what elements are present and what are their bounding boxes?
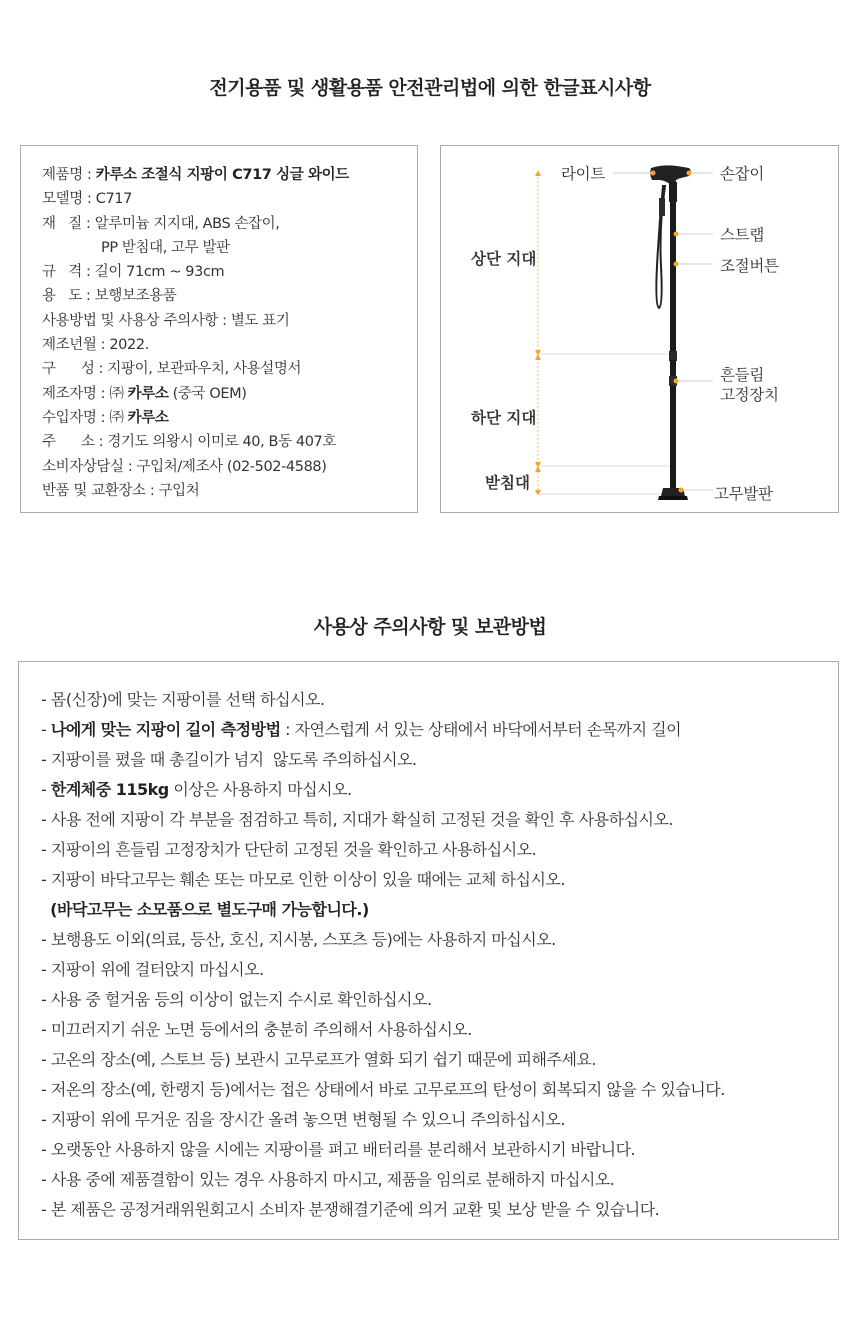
caution-text-tail: 이상은 사용하지 마십시오. — [168, 780, 352, 799]
caution-item — [41, 955, 725, 985]
spec-value: 카루소 — [127, 409, 169, 426]
label-anti-wobble-1: 흔들림 — [720, 366, 765, 384]
caution-item — [41, 925, 725, 955]
caution-emphasis: 한계체중 115kg — [50, 780, 169, 799]
spec-value: 카루소 조절식 지팡이 C717 싱글 와이드 — [95, 167, 349, 183]
spec-key: 수입자명 : ㈜ — [42, 409, 128, 426]
caution-item — [41, 805, 725, 835]
caution-emphasis: 나에게 맞는 지팡이 길이 측정방법 — [50, 720, 281, 739]
spec-value: 별도 표기 — [230, 312, 290, 329]
caution-item — [41, 1135, 725, 1165]
caution-text: - 고온의 장소(예, 스토브 등) 보관시 고무로프가 열화 되기 쉽기 때문에 피해주세요. — [41, 1050, 596, 1069]
label-light: 라이트 — [561, 165, 606, 183]
spec-value: 경기도 의왕시 이미로 40, B동 407호 — [107, 434, 336, 451]
spec-row — [42, 212, 349, 236]
caution-text: - — [41, 720, 51, 739]
spec-row — [42, 455, 349, 479]
caution-text: - 본 제품은 공정거래위원회고시 소비자 분쟁해결기준에 의거 교환 및 보상 받을 수 있습니다. — [41, 1200, 660, 1219]
spec-value: 보행보조용품 — [94, 288, 177, 305]
segment-lower: 하단 지대 — [471, 409, 537, 427]
spec-value: PP 받침대, 고무 발판 — [101, 239, 230, 256]
leader-lines — [613, 173, 713, 490]
label-anti-wobble-2: 고정장치 — [720, 386, 779, 404]
caution-item — [41, 1165, 725, 1195]
caution-text — [41, 900, 50, 919]
spec-row — [42, 357, 349, 381]
spec-key: 제조자명 : ㈜ — [42, 385, 128, 402]
spec-row — [42, 260, 349, 284]
caution-box — [18, 661, 839, 1240]
spec-value: 지팡이, 보관파우치, 사용설명서 — [107, 361, 302, 378]
caution-item — [41, 1105, 725, 1135]
spec-value: 구입처 — [158, 482, 200, 499]
spec-key: 규 격 : — [42, 264, 95, 281]
caution-text: - 지팡이 위에 걸터앉지 마십시오. — [41, 960, 264, 979]
caution-item — [41, 895, 725, 925]
caution-item — [41, 1015, 725, 1045]
spec-row — [42, 430, 349, 454]
cane-illustration — [650, 165, 691, 500]
spec-row — [42, 284, 349, 308]
caution-text: - 사용 전에 지팡이 각 부분을 점검하고 특히, 지대가 확실히 고정된 것을 확인 후 사용하십시오. — [41, 810, 674, 829]
caution-text: - 몸(신장)에 맞는 지팡이를 선택 하십시오. — [41, 690, 325, 709]
spec-value: 길이 71cm ~ 93cm — [94, 264, 225, 281]
spec-row — [42, 187, 349, 211]
spec-key: 소비자상담실 : — [42, 458, 137, 475]
spec-row — [42, 236, 349, 260]
caution-text: - 보행용도 이외(의료, 등산, 호신, 지시봉, 스포츠 등)에는 사용하지 마십시오. — [41, 930, 556, 949]
caution-text: - 지팡이 바닥고무는 훼손 또는 마모로 인한 이상이 있을 때에는 교체 하십시오. — [41, 870, 565, 889]
label-info-title: 전기용품 및 생활용품 안전관리법에 의한 한글표시사항 — [209, 77, 651, 99]
spec-row — [42, 163, 349, 187]
caution-text: - 저온의 장소(예, 한랭지 등)에서는 접은 상태에서 바로 고무로프의 탄성이 회복되지 않을 수 있습니다. — [41, 1080, 725, 1099]
segment-base: 받침대 — [485, 474, 530, 492]
spec-tail: (중국 OEM) — [168, 385, 247, 402]
caution-text: - 사용 중에 제품결함이 있는 경우 사용하지 마시고, 제품을 임의로 분해하지 마십시오. — [41, 1170, 615, 1189]
spec-key: 제품명 : — [42, 167, 96, 183]
caution-item — [41, 745, 725, 775]
product-spec-list — [42, 163, 349, 503]
caution-list — [41, 685, 725, 1225]
caution-title: 사용상 주의사항 및 보관방법 — [313, 616, 547, 638]
spec-key: 재 질 : — [42, 215, 95, 232]
label-strap: 스트랩 — [720, 226, 765, 244]
label-handle: 손잡이 — [720, 165, 765, 183]
caution-item — [41, 715, 725, 745]
spec-row — [42, 309, 349, 333]
caution-text: - — [41, 780, 51, 799]
caution-text: - 오랫동안 사용하지 않을 시에는 지팡이를 펴고 배터리를 분리해서 보관하시기 바랍니다. — [41, 1140, 636, 1159]
caution-text: - 사용 중 헐거움 등의 이상이 없는지 수시로 확인하십시오. — [41, 990, 432, 1009]
caution-emphasis: (바닥고무는 소모품으로 별도구매 가능합니다.) — [50, 900, 369, 919]
caution-text: - 미끄러지기 쉬운 노면 등에서의 충분히 주의해서 사용하십시오. — [41, 1020, 472, 1039]
caution-text: - 지팡이 위에 무거운 짐을 장시간 올려 놓으면 변형될 수 있으니 주의하십시오. — [41, 1110, 565, 1129]
caution-item — [41, 985, 725, 1015]
spec-key: 용 도 : — [42, 288, 95, 305]
caution-item — [41, 775, 725, 805]
caution-item — [41, 835, 725, 865]
spec-key: 반품 및 교환장소 : — [42, 482, 159, 499]
caution-item — [41, 1075, 725, 1105]
product-spec-box — [20, 145, 418, 513]
caution-item — [41, 1195, 725, 1225]
spec-row — [42, 382, 349, 406]
spec-row — [42, 333, 349, 357]
spec-value: C717 — [95, 191, 132, 208]
caution-text: - 지팡이의 흔들림 고정장치가 단단히 고정된 것을 확인하고 사용하십시오. — [41, 840, 537, 859]
segment-upper: 상단 지대 — [471, 250, 537, 268]
spec-value: 알루미늄 지지대, ABS 손잡이, — [94, 215, 280, 232]
cane-diagram — [441, 146, 840, 514]
spec-key: 제조년월 : — [42, 337, 110, 354]
spec-key: 주 소 : — [42, 434, 108, 451]
caution-text: - 지팡이를 폈을 때 총길이가 넘지 않도록 주의하십시오. — [41, 750, 417, 769]
caution-item — [41, 685, 725, 715]
spec-key: 구 성 : — [42, 361, 108, 378]
label-rubber-foot: 고무발판 — [714, 485, 773, 503]
spec-value: 구입처/제조사 (02-502-4588) — [136, 458, 327, 475]
cane-diagram-box — [440, 145, 839, 513]
caution-item — [41, 1045, 725, 1075]
caution-item — [41, 865, 725, 895]
spec-row — [42, 479, 349, 503]
guide-lines — [538, 354, 676, 494]
spec-row — [42, 406, 349, 430]
label-adjust-button: 조절버튼 — [720, 257, 779, 275]
spec-value: 카루소 — [127, 385, 169, 402]
spec-value: 2022. — [109, 337, 149, 354]
spec-key: 사용방법 및 사용상 주의사항 : — [42, 312, 231, 329]
caution-text-tail: : 자연스럽게 서 있는 상태에서 바닥에서부터 손목까지 길이 — [280, 720, 682, 739]
spec-key: 모델명 : — [42, 191, 96, 208]
